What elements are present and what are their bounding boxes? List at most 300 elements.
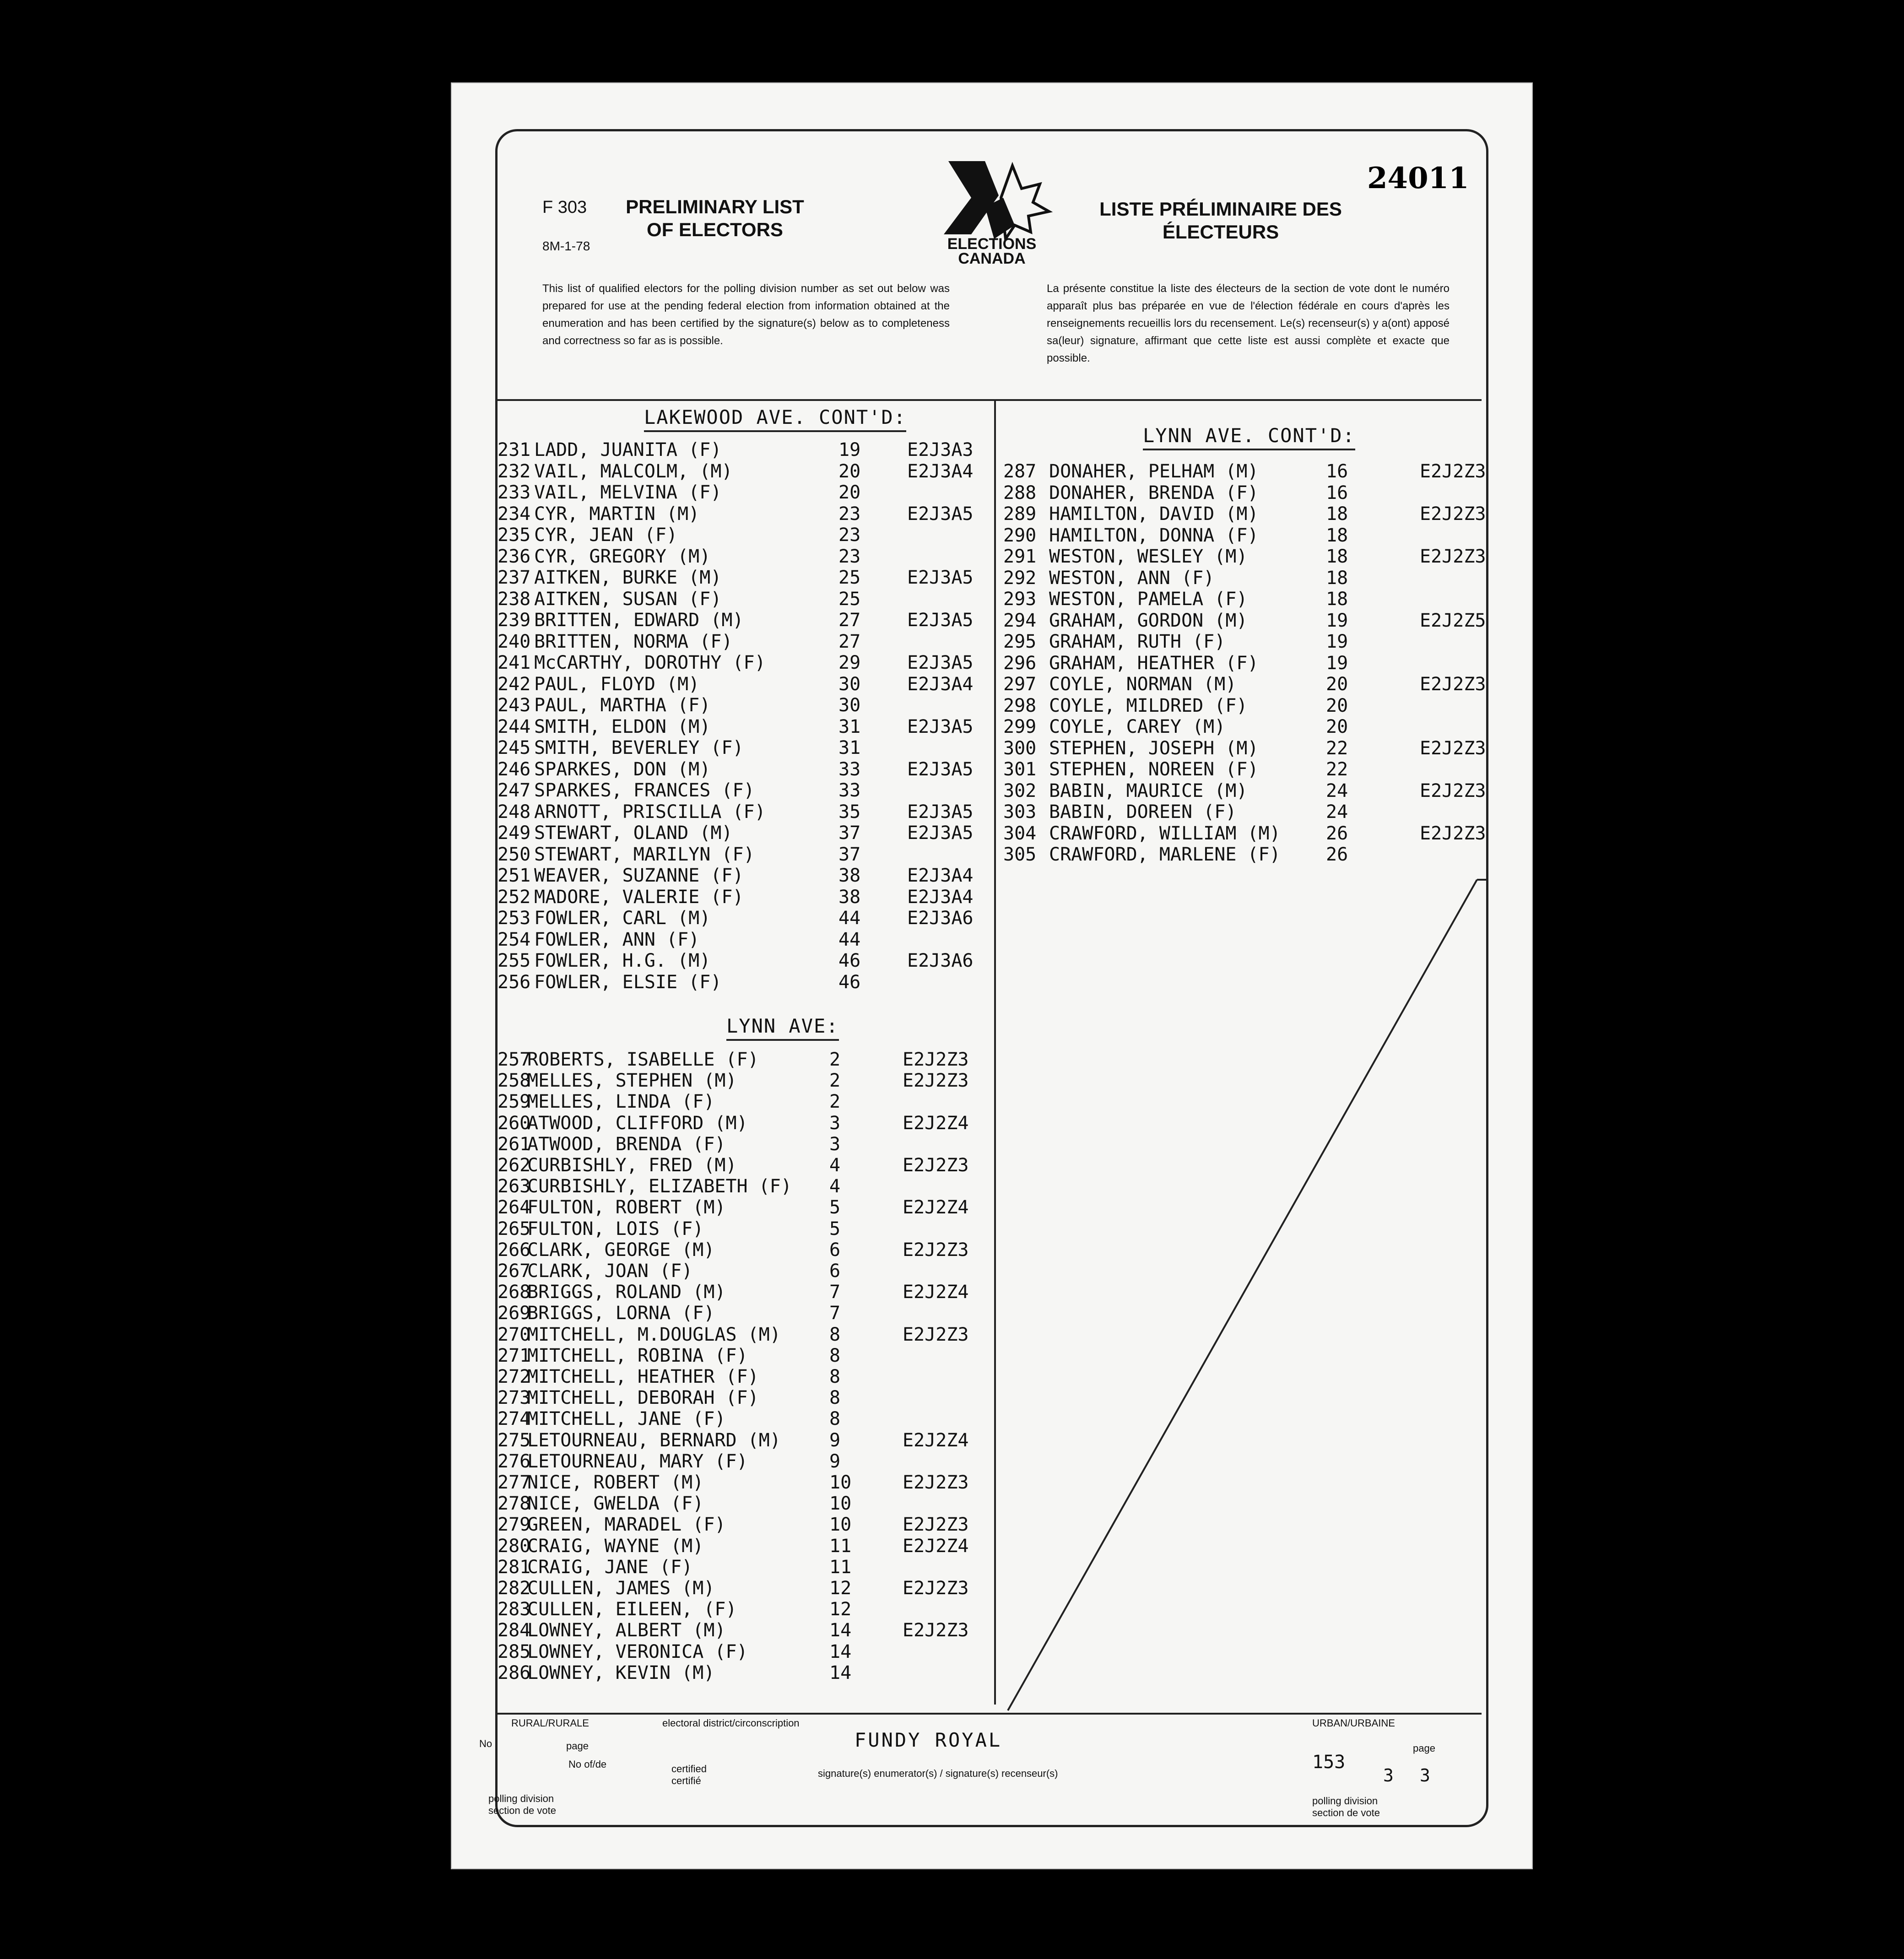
elector-number: 284 xyxy=(498,1620,531,1641)
elector-number: 239 xyxy=(498,610,531,631)
page-label-right: page xyxy=(1413,1743,1435,1754)
elector-name: SPARKES, FRANCES (F) xyxy=(534,780,755,801)
elector-name: SPARKES, DON (M) xyxy=(534,758,711,780)
elector-number: 299 xyxy=(1003,716,1037,737)
civic-number: 4 xyxy=(829,1155,841,1176)
postal-code: E2J2Z3 xyxy=(1420,461,1486,482)
rural-label: RURAL/RURALE xyxy=(511,1717,589,1729)
elector-name: ATWOOD, BRENDA (F) xyxy=(527,1133,726,1155)
elector-name: MITCHELL, DEBORAH (F) xyxy=(527,1387,759,1409)
elector-name: ATWOOD, CLIFFORD (M) xyxy=(527,1112,748,1134)
elector-number: 277 xyxy=(498,1472,531,1493)
postal-code: E2J3A5 xyxy=(907,652,974,673)
civic-number: 11 xyxy=(829,1535,852,1557)
civic-number: 9 xyxy=(829,1450,841,1472)
elections-canada-logo xyxy=(930,152,1054,266)
header-divider xyxy=(498,399,1482,401)
civic-number: 30 xyxy=(838,695,861,716)
heading-lakewood: LAKEWOOD AVE. CONT'D: xyxy=(644,406,906,432)
elector-row xyxy=(1003,759,1479,780)
elector-row xyxy=(498,589,992,610)
elector-row xyxy=(1003,653,1479,674)
elector-row xyxy=(498,1134,992,1155)
elector-row xyxy=(1003,568,1479,589)
elector-number: 276 xyxy=(498,1450,531,1472)
civic-number: 18 xyxy=(1326,546,1348,567)
elector-number: 245 xyxy=(498,737,531,758)
elector-row xyxy=(498,461,992,482)
elector-name: CULLEN, EILEEN, (F) xyxy=(527,1599,737,1620)
elector-name: FOWLER, H.G. (M) xyxy=(534,950,711,971)
elector-number: 298 xyxy=(1003,695,1037,716)
elector-number: 243 xyxy=(498,695,531,716)
elector-number: 238 xyxy=(498,588,531,610)
civic-number: 12 xyxy=(829,1599,852,1620)
title-english: PRELIMINARY LIST OF ELECTORS xyxy=(626,196,804,240)
elector-name: WESTON, PAMELA (F) xyxy=(1049,589,1248,610)
svg-text:ELECTIONS: ELECTIONS xyxy=(947,235,1037,253)
elector-number: 303 xyxy=(1003,801,1037,823)
elector-number: 271 xyxy=(498,1345,531,1366)
civic-number: 30 xyxy=(838,673,861,695)
elector-row xyxy=(498,439,992,460)
elector-row xyxy=(498,1155,992,1176)
civic-number: 6 xyxy=(829,1261,841,1282)
civic-number: 46 xyxy=(838,971,861,993)
postal-code: E2J2Z3 xyxy=(1420,503,1486,525)
elector-name: ROBERTS, ISABELLE (F) xyxy=(527,1049,759,1070)
postal-code: E2J3A5 xyxy=(907,503,974,525)
elector-name: GRAHAM, HEATHER (F) xyxy=(1049,652,1259,674)
elector-row xyxy=(498,908,992,929)
elector-number: 257 xyxy=(498,1049,531,1070)
page-of-total: 3 xyxy=(1420,1765,1430,1786)
elector-row xyxy=(498,1218,992,1239)
civic-number: 33 xyxy=(838,758,861,780)
elector-name: CULLEN, JAMES (M) xyxy=(527,1578,715,1599)
no-label: No xyxy=(479,1738,492,1749)
elector-row xyxy=(1003,801,1479,823)
elector-number: 263 xyxy=(498,1176,531,1197)
elector-name: DONAHER, PELHAM (M) xyxy=(1049,461,1259,482)
postal-code: E2J2Z3 xyxy=(1420,823,1486,844)
elector-number: 250 xyxy=(498,844,531,865)
elector-row xyxy=(498,1599,992,1620)
elector-number: 280 xyxy=(498,1535,531,1557)
civic-number: 11 xyxy=(829,1556,852,1578)
elector-name: CLARK, JOAN (F) xyxy=(527,1261,693,1282)
civic-number: 23 xyxy=(838,503,861,525)
elector-number: 253 xyxy=(498,908,531,929)
elector-row xyxy=(498,1261,992,1282)
civic-number: 10 xyxy=(829,1493,852,1515)
elector-row xyxy=(1003,716,1479,737)
elector-name: CYR, JEAN (F) xyxy=(534,525,678,546)
civic-number: 18 xyxy=(1326,567,1348,589)
civic-number: 14 xyxy=(829,1641,852,1662)
civic-number: 37 xyxy=(838,844,861,865)
elector-name: SMITH, ELDON (M) xyxy=(534,716,711,737)
elector-number: 285 xyxy=(498,1641,531,1662)
elector-row xyxy=(498,631,992,652)
civic-number: 18 xyxy=(1326,503,1348,525)
elector-number: 262 xyxy=(498,1155,531,1176)
postal-code: E2J3A5 xyxy=(907,716,974,737)
civic-number: 20 xyxy=(1326,674,1348,695)
elector-number: 291 xyxy=(1003,546,1037,567)
civic-number: 12 xyxy=(829,1578,852,1599)
civic-number: 10 xyxy=(829,1514,852,1536)
elector-row xyxy=(498,865,992,886)
elector-number: 305 xyxy=(1003,844,1037,865)
civic-number: 7 xyxy=(829,1303,841,1324)
elector-name: SMITH, BEVERLEY (F) xyxy=(534,737,744,758)
elector-row xyxy=(498,844,992,865)
elector-name: MITCHELL, ROBINA (F) xyxy=(527,1345,748,1366)
elector-row xyxy=(498,929,992,950)
elector-name: GRAHAM, RUTH (F) xyxy=(1049,631,1226,652)
elector-number: 252 xyxy=(498,886,531,908)
elector-name: VAIL, MELVINA (F) xyxy=(534,482,722,503)
elector-number: 259 xyxy=(498,1091,531,1113)
elector-name: WESTON, WESLEY (M) xyxy=(1049,546,1248,567)
elector-row xyxy=(498,972,992,993)
elector-number: 258 xyxy=(498,1070,531,1092)
elector-row xyxy=(498,716,992,737)
elector-name: LOWNEY, VERONICA (F) xyxy=(527,1641,748,1662)
elector-row xyxy=(1003,737,1486,759)
elector-row xyxy=(1003,844,1479,865)
postal-code: E2J2Z3 xyxy=(903,1472,969,1493)
civic-number: 2 xyxy=(829,1070,841,1092)
elector-number: 274 xyxy=(498,1408,531,1430)
civic-number: 29 xyxy=(838,652,861,673)
civic-number: 19 xyxy=(838,439,861,460)
postal-code: E2J2Z3 xyxy=(1420,780,1486,801)
civic-number: 19 xyxy=(1326,652,1348,674)
elector-name: LOWNEY, KEVIN (M) xyxy=(527,1662,715,1683)
postal-code: E2J2Z3 xyxy=(903,1239,969,1261)
elector-number: 283 xyxy=(498,1599,531,1620)
elector-name: CYR, MARTIN (M) xyxy=(534,503,700,525)
postal-code: E2J3A3 xyxy=(907,439,974,460)
elector-number: 234 xyxy=(498,503,531,525)
elector-row xyxy=(1003,589,1479,610)
civic-number: 20 xyxy=(838,482,861,503)
elector-row xyxy=(1003,674,1486,695)
elector-name: STEPHEN, JOSEPH (M) xyxy=(1049,737,1259,759)
civic-number: 5 xyxy=(829,1197,841,1218)
elector-name: NICE, ROBERT (M) xyxy=(527,1472,704,1493)
civic-number: 8 xyxy=(829,1408,841,1430)
polling-division-number: 153 xyxy=(1312,1752,1346,1773)
civic-number: 3 xyxy=(829,1133,841,1155)
elector-number: 273 xyxy=(498,1387,531,1409)
elector-row xyxy=(498,801,992,823)
elector-name: VAIL, MALCOLM, (M) xyxy=(534,460,733,482)
civic-number: 25 xyxy=(838,567,861,588)
civic-number: 31 xyxy=(838,737,861,758)
elector-number: 287 xyxy=(1003,461,1037,482)
elector-row xyxy=(1003,695,1479,716)
signature-label: signature(s) enumerator(s) / signature(s) recenseur(s) xyxy=(818,1768,1058,1779)
elector-number: 236 xyxy=(498,546,531,567)
elector-row xyxy=(498,780,992,801)
postal-code: E2J2Z3 xyxy=(903,1324,969,1345)
elector-number: 266 xyxy=(498,1239,531,1261)
civic-number: 18 xyxy=(1326,589,1348,610)
elector-row xyxy=(498,610,992,631)
elector-number: 302 xyxy=(1003,780,1037,801)
civic-number: 46 xyxy=(838,950,861,971)
civic-number: 22 xyxy=(1326,737,1348,759)
elector-name: BRITTEN, EDWARD (M) xyxy=(534,610,744,631)
elector-row xyxy=(498,1493,992,1514)
footer-divider xyxy=(498,1713,1482,1715)
elector-row xyxy=(498,1472,992,1493)
civic-number: 24 xyxy=(1326,801,1348,823)
elector-row xyxy=(498,1324,992,1345)
postal-code: E2J2Z3 xyxy=(903,1049,969,1070)
elector-name: WEAVER, SUZANNE (F) xyxy=(534,865,744,886)
postal-code: E2J2Z4 xyxy=(903,1282,969,1303)
civic-number: 19 xyxy=(1326,631,1348,652)
elector-name: BRIGGS, LORNA (F) xyxy=(527,1303,715,1324)
elector-row xyxy=(498,1070,992,1091)
elector-number: 297 xyxy=(1003,674,1037,695)
elector-name: COYLE, CAREY (M) xyxy=(1049,716,1226,737)
elector-row xyxy=(1003,823,1486,844)
page-number: 3 xyxy=(1383,1765,1394,1786)
civic-number: 44 xyxy=(838,908,861,929)
postal-code: E2J3A4 xyxy=(907,865,974,886)
civic-number: 27 xyxy=(838,610,861,631)
elector-number: 247 xyxy=(498,780,531,801)
elector-name: MITCHELL, M.DOUGLAS (M) xyxy=(527,1324,781,1345)
title-french: LISTE PRÉLIMINAIRE DES ÉLECTEURS xyxy=(1099,198,1342,243)
polling-label-right: polling division section de vote xyxy=(1312,1795,1380,1818)
elector-name: LADD, JUANITA (F) xyxy=(534,439,722,460)
elector-row xyxy=(1003,461,1486,482)
civic-number: 5 xyxy=(829,1218,841,1239)
elector-number: 269 xyxy=(498,1303,531,1324)
elector-row xyxy=(498,1557,992,1578)
elector-number: 272 xyxy=(498,1366,531,1387)
civic-number: 16 xyxy=(1326,482,1348,503)
elector-name: LOWNEY, ALBERT (M) xyxy=(527,1620,726,1641)
elector-number: 233 xyxy=(498,482,531,503)
civic-number: 3 xyxy=(829,1112,841,1134)
civic-number: 23 xyxy=(838,525,861,546)
elector-name: MADORE, VALERIE (F) xyxy=(534,886,744,908)
civic-number: 19 xyxy=(1326,610,1348,631)
elector-name: HAMILTON, DONNA (F) xyxy=(1049,525,1259,546)
elector-number: 290 xyxy=(1003,525,1037,546)
postal-code: E2J3A4 xyxy=(907,886,974,908)
elector-name: PAUL, FLOYD (M) xyxy=(534,673,700,695)
elector-row xyxy=(1003,780,1486,801)
elector-name: WESTON, ANN (F) xyxy=(1049,567,1215,589)
postal-code: E2J3A6 xyxy=(907,908,974,929)
civic-number: 25 xyxy=(838,588,861,610)
elector-name: FOWLER, ELSIE (F) xyxy=(534,971,722,993)
elector-row xyxy=(498,1514,992,1535)
elector-number: 268 xyxy=(498,1282,531,1303)
page-label-left: page xyxy=(566,1740,589,1752)
elector-name: LETOURNEAU, MARY (F) xyxy=(527,1450,748,1472)
postal-code: E2J2Z3 xyxy=(903,1620,969,1641)
postal-code: E2J3A5 xyxy=(907,801,974,823)
elector-number: 275 xyxy=(498,1429,531,1451)
postal-code: E2J3A5 xyxy=(907,610,974,631)
elector-name: CRAIG, WAYNE (M) xyxy=(527,1535,704,1557)
elector-row xyxy=(498,695,992,716)
elector-name: LETOURNEAU, BERNARD (M) xyxy=(527,1429,781,1451)
elector-number: 244 xyxy=(498,716,531,737)
elector-name: BRIGGS, ROLAND (M) xyxy=(527,1282,726,1303)
civic-number: 23 xyxy=(838,546,861,567)
elector-name: AITKEN, BURKE (M) xyxy=(534,567,722,588)
elector-number: 255 xyxy=(498,950,531,971)
elector-number: 240 xyxy=(498,631,531,652)
elector-number: 261 xyxy=(498,1133,531,1155)
elector-number: 265 xyxy=(498,1218,531,1239)
civic-number: 6 xyxy=(829,1239,841,1261)
elector-name: MELLES, LINDA (F) xyxy=(527,1091,715,1113)
elector-row xyxy=(498,1176,992,1197)
elector-number: 237 xyxy=(498,567,531,588)
elector-row xyxy=(1003,631,1479,652)
elector-number: 281 xyxy=(498,1556,531,1578)
postal-code: E2J2Z5 xyxy=(1420,610,1486,631)
elector-name: CRAWFORD, WILLIAM (M) xyxy=(1049,823,1281,844)
postal-code: E2J2Z4 xyxy=(903,1429,969,1451)
form-date-code: 8M-1-78 xyxy=(542,239,590,253)
elector-number: 295 xyxy=(1003,631,1037,652)
elector-name: CYR, GREGORY (M) xyxy=(534,546,711,567)
elector-name: STEPHEN, NOREEN (F) xyxy=(1049,759,1259,780)
no-of-label: No of/de xyxy=(568,1759,607,1770)
elector-name: AITKEN, SUSAN (F) xyxy=(534,588,722,610)
civic-number: 14 xyxy=(829,1662,852,1683)
postal-code: E2J2Z4 xyxy=(903,1112,969,1134)
elector-name: GREEN, MARADEL (F) xyxy=(527,1514,726,1536)
elector-row xyxy=(498,1366,992,1387)
elector-name: ARNOTT, PRISCILLA (F) xyxy=(534,801,766,823)
elector-number: 292 xyxy=(1003,567,1037,589)
civic-number: 4 xyxy=(829,1176,841,1197)
elector-row xyxy=(498,1239,992,1261)
elector-row xyxy=(1003,610,1486,631)
elector-name: BRITTEN, NORMA (F) xyxy=(534,631,733,652)
elector-name: PAUL, MARTHA (F) xyxy=(534,695,711,716)
elector-number: 232 xyxy=(498,460,531,482)
elector-row xyxy=(498,950,992,971)
elector-number: 304 xyxy=(1003,823,1037,844)
elector-row xyxy=(498,1662,992,1683)
district-label: electoral district/circonscription xyxy=(662,1717,800,1729)
civic-number: 18 xyxy=(1326,525,1348,546)
elector-row xyxy=(1003,546,1486,567)
civic-number: 31 xyxy=(838,716,861,737)
civic-number: 8 xyxy=(829,1366,841,1387)
elector-number: 279 xyxy=(498,1514,531,1536)
elector-number: 289 xyxy=(1003,503,1037,525)
elector-number: 270 xyxy=(498,1324,531,1345)
civic-number: 38 xyxy=(838,886,861,908)
elector-number: 231 xyxy=(498,439,531,460)
civic-number: 9 xyxy=(829,1429,841,1451)
elector-row xyxy=(498,1387,992,1408)
elector-number: 294 xyxy=(1003,610,1037,631)
elector-row xyxy=(498,823,992,844)
elector-name: FOWLER, ANN (F) xyxy=(534,929,700,950)
elector-number: 248 xyxy=(498,801,531,823)
civic-number: 33 xyxy=(838,780,861,801)
civic-number: 10 xyxy=(829,1472,852,1493)
elector-number: 246 xyxy=(498,758,531,780)
elector-row xyxy=(498,759,992,780)
civic-number: 24 xyxy=(1326,780,1348,801)
elector-row xyxy=(498,1536,992,1557)
elector-row xyxy=(498,1303,992,1324)
civic-number: 37 xyxy=(838,823,861,844)
elector-row xyxy=(498,503,992,525)
civic-number: 7 xyxy=(829,1282,841,1303)
elector-row xyxy=(498,1620,992,1641)
elector-number: 256 xyxy=(498,971,531,993)
certified-label: certified certifié xyxy=(671,1763,707,1786)
elector-row xyxy=(498,1282,992,1303)
elector-row xyxy=(498,1408,992,1429)
electoral-district: FUNDY ROYAL xyxy=(855,1729,1002,1751)
postal-code: E2J3A5 xyxy=(907,758,974,780)
civic-number: 22 xyxy=(1326,759,1348,780)
elector-name: CRAIG, JANE (F) xyxy=(527,1556,693,1578)
postal-code: E2J2Z3 xyxy=(903,1514,969,1536)
elector-number: 254 xyxy=(498,929,531,950)
elector-number: 296 xyxy=(1003,652,1037,674)
elector-number: 242 xyxy=(498,673,531,695)
elector-name: COYLE, MILDRED (F) xyxy=(1049,695,1248,716)
civic-number: 38 xyxy=(838,865,861,886)
elector-row xyxy=(1003,525,1479,546)
elector-row xyxy=(498,567,992,588)
urban-label: URBAN/URBAINE xyxy=(1312,1717,1395,1729)
elector-name: CLARK, GEORGE (M) xyxy=(527,1239,715,1261)
elector-row xyxy=(498,1049,992,1070)
elector-number: 288 xyxy=(1003,482,1037,503)
polling-label-left: polling division section de vote xyxy=(488,1793,556,1816)
elector-number: 282 xyxy=(498,1578,531,1599)
elector-name: CURBISHLY, ELIZABETH (F) xyxy=(527,1176,792,1197)
postal-code: E2J2Z3 xyxy=(1420,546,1486,567)
elector-name: MITCHELL, HEATHER (F) xyxy=(527,1366,759,1387)
elector-row xyxy=(1003,503,1486,525)
civic-number: 2 xyxy=(829,1091,841,1113)
elector-name: MELLES, STEPHEN (M) xyxy=(527,1070,737,1092)
form-number: F 303 xyxy=(542,198,587,217)
civic-number: 26 xyxy=(1326,823,1348,844)
elector-number: 235 xyxy=(498,525,531,546)
elector-name: CRAWFORD, MARLENE (F) xyxy=(1049,844,1281,865)
elector-row xyxy=(498,1430,992,1451)
elector-row xyxy=(498,1197,992,1218)
postal-code: E2J2Z3 xyxy=(1420,737,1486,759)
elector-name: CURBISHLY, FRED (M) xyxy=(527,1155,737,1176)
civic-number: 35 xyxy=(838,801,861,823)
elector-row xyxy=(498,546,992,567)
